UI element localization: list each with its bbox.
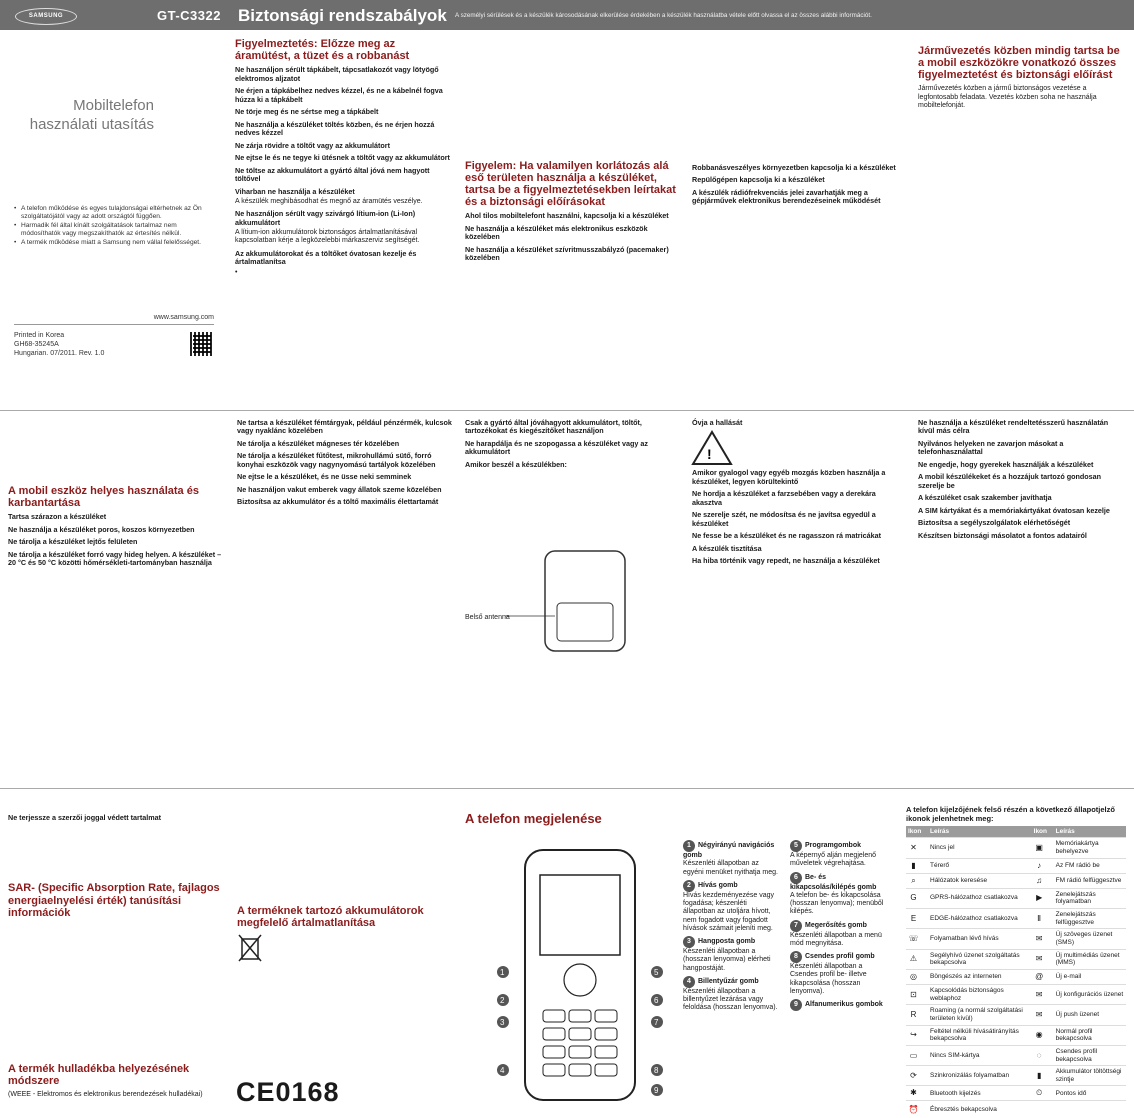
icon-desc: Az FM rádió be — [1054, 858, 1126, 873]
key-num: 9 — [790, 999, 802, 1011]
key-name: Csendes profil gomb — [805, 953, 875, 960]
icon-desc: Csendes profil bekapcsolva — [1054, 1045, 1126, 1065]
ce-mark: CE0168 — [236, 1077, 340, 1107]
heading: Ne hordja a készüléket a farzsebében vagy a derekára akasztva — [692, 489, 876, 507]
table-row — [906, 1005, 1126, 1025]
heading: A készülék tisztítása — [692, 543, 762, 553]
sar-title: SAR- (Specific Absorption Rate, fajlagos energiaelnyelési érték) tanúsítási információk — [8, 882, 220, 919]
key-name: Hangposta gomb — [698, 938, 756, 945]
paragraph: Járművezetés közben a jármű biztonságos vezetése a legfontosabb feladata. Vezetés közben soha ne használja mobiltelefonját. — [918, 85, 1097, 109]
paragraph: A készülék meghibásodhat és megnő az áramütés veszélye. — [235, 198, 423, 205]
callout-9: 9 — [654, 1086, 659, 1095]
icon-desc: Szinkronizálás folyamatban — [928, 1066, 1032, 1086]
key-num: 3 — [683, 936, 695, 948]
status-icon: ♫ — [1032, 873, 1054, 888]
heading: Ahol tilos mobiltelefont használni, kapcsolja ki a készüléket — [465, 211, 669, 221]
callout-2: 2 — [500, 996, 505, 1005]
heading: Ne tárolja a készüléket lejtős felületen — [8, 537, 138, 547]
icon-desc: GPRS-hálózathoz csatlakozva — [928, 888, 1032, 908]
status-icon: ✉ — [1032, 929, 1054, 949]
status-icon: ✕ — [906, 838, 928, 858]
icon-desc: Új e-mail — [1054, 969, 1126, 984]
key-name: Alfanumerikus gombok — [805, 1001, 883, 1008]
heading: Ne használjon sérült vagy szivárgó lítium-ion (Li-Ion) akkumulátort — [235, 209, 416, 227]
icons-section — [906, 802, 1126, 1114]
disposal-title: A termék hulladékba helyezésének módszere — [8, 1062, 190, 1087]
divider — [0, 788, 1134, 789]
heading: Ne használja a készüléket szívritmusszabályzó (pacemaker) közelében — [465, 244, 669, 263]
key-item — [683, 840, 778, 877]
key-item — [790, 999, 890, 1011]
spacer — [237, 810, 452, 905]
status-icon: ⚠ — [906, 949, 928, 969]
cover-bullets — [14, 205, 214, 250]
heading: Ne tartsa a készüléket fémtárgyak, például pénzérmék, kulcsok vagy nyaklánc közelében — [237, 418, 452, 436]
cover-panel — [0, 30, 228, 408]
warning-section-3 — [692, 160, 907, 410]
icon-desc: Zenelejátszás felfüggesztve — [1054, 908, 1126, 928]
spacer — [8, 824, 223, 882]
key-desc: A telefon be- és kikapcsolása (hosszan lenyomva); menüből kilépés. — [790, 891, 884, 916]
status-icon: ⌕ — [906, 873, 928, 888]
status-icon: ▮ — [906, 858, 928, 873]
status-icon: ✉ — [1032, 1005, 1054, 1025]
header-band — [0, 0, 1134, 30]
cover-bullet: • Harmadik fél által kínált szolgáltatások tartalmaz nem módosíthatók vagy megszakíthatók az értesítés nélkül. — [14, 222, 214, 238]
status-icon: ◉ — [1032, 1025, 1054, 1045]
bottom-col-2 — [237, 810, 452, 1070]
heading: Ha hiba történik vagy repedt, ne használja a készüléket — [692, 556, 880, 566]
status-icon: ▭ — [906, 1045, 928, 1065]
status-icon: G — [906, 888, 928, 908]
qr-code-icon — [190, 332, 214, 356]
icon-desc: Segélyhívó üzenet szolgáltatás bekapcsolva — [928, 949, 1032, 969]
heading: Biztosítsa az akkumulátor és a töltő maximális élettartamát — [237, 497, 439, 507]
mid-col-1 — [8, 485, 223, 785]
heading: Ne harapdálja és ne szopogassa a készüléket vagy az akkumulátort — [465, 438, 648, 457]
heading: Ne használja a készüléket töltés közben, és ne érjen hozzá nedves kézzel — [235, 119, 435, 138]
status-icon: ☏ — [906, 929, 928, 949]
status-icon: ✉ — [1032, 984, 1054, 1004]
cover-title-2: használati utasítás — [29, 116, 154, 133]
callout-4: 4 — [500, 1066, 505, 1075]
col-icon: Ikon — [906, 826, 928, 838]
key-desc: Készenléti állapotban a menü mód megnyitása. — [790, 931, 882, 947]
status-icon: E — [906, 908, 928, 928]
icon-desc: EDGE-hálózathoz csatlakozva — [928, 908, 1032, 928]
key-num: 6 — [790, 872, 802, 884]
doc-language: Hungarian. 07/2011. Rev. 1.0 — [14, 350, 105, 358]
key-name: Megerősítés gomb — [805, 921, 867, 929]
status-icon: ⏰ — [906, 1101, 928, 1118]
callout-6: 6 — [654, 996, 659, 1005]
paragraph: (WEEE - Elektromos és elektronikus berendezések hulladékai) — [8, 1090, 203, 1098]
table-row — [906, 1066, 1126, 1086]
key-item — [790, 872, 890, 917]
callout-5: 5 — [654, 968, 659, 977]
heading: Ne törje meg és ne sértse meg a tápkábelt — [235, 107, 379, 117]
battery-title: A terméknek tartozó akkumulátorok megfelelő ártalmatlanítása — [237, 905, 424, 930]
cover-title-1: Mobiltelefon — [73, 97, 154, 114]
callout-8: 8 — [654, 1066, 659, 1075]
antenna-label: Belső antenna — [465, 614, 510, 622]
heading: Amikor beszél a készülékben: — [465, 459, 567, 469]
key-num: 8 — [790, 951, 802, 963]
doc-code: GH68-35245A — [14, 341, 59, 349]
table-row — [906, 873, 1126, 888]
key-list-a — [683, 840, 778, 1016]
key-num: 4 — [683, 976, 695, 988]
key-desc: Készenléti állapotban az egyéni menüket nyithatja meg. — [683, 860, 778, 876]
heading: Készítsen biztonsági másolatot a fontos adatairól — [918, 530, 1087, 540]
bullet-list — [235, 269, 450, 277]
heading: Biztosítsa a segélyszolgálatok elérhetőségét — [918, 518, 1071, 528]
mid-col-4 — [692, 415, 907, 785]
table-row — [906, 1101, 1126, 1118]
heading: Ne tárolja a készüléket fűtőtest, mikrohullámú sütő, forró konyhai eszközök vagy nagynyomású tartályok közelében — [237, 451, 436, 469]
driving-section — [918, 45, 1123, 410]
status-icon: ⏲ — [1032, 1086, 1054, 1101]
key-name: Négyirányú navigációs gomb — [683, 842, 775, 859]
icon-desc: Bluetooth kijelzés — [928, 1086, 1032, 1101]
model-number: GT-C3322 — [157, 8, 221, 23]
key-item — [790, 951, 890, 996]
page-title: Biztonsági rendszabályok — [238, 6, 447, 25]
col-icon: Ikon — [1032, 826, 1054, 838]
key-item — [683, 880, 778, 933]
nav-key — [564, 964, 596, 996]
divider — [0, 410, 1134, 411]
icon-desc: Új konfigurációs üzenet — [1054, 984, 1126, 1004]
heading: Ne tárolja a készüléket forró vagy hideg helyen. A készüléket –20 °C és 50 °C közötti hőmérsékleti-tartományban használja — [8, 549, 222, 568]
icon-desc: Térerő — [928, 858, 1032, 873]
section-title: Figyelem: Ha valamilyen korlátozás alá eső területen használja a készüléket, tartsa be a figyelmeztetésekben leírtakat és a biztonsági előírásokat — [465, 160, 676, 209]
callout-3: 3 — [500, 1018, 505, 1027]
status-icon: ▮ — [1032, 1066, 1054, 1086]
status-icon: R — [906, 1005, 928, 1025]
section-title: Járművezetés közben mindig tartsa be a mobil eszközökre vonatkozó összes figyelmeztetést és biztonsági előírást — [918, 45, 1120, 82]
status-icon: ⟳ — [906, 1066, 928, 1086]
cover-bullet: • A termék működése miatt a Samsung nem vállal felelősséget. — [14, 239, 214, 247]
heading: A mobil készülékeket és a hozzájuk tartozó gondosan szerelje be — [918, 472, 1102, 490]
table-row — [906, 929, 1126, 949]
icon-desc: Hálózatok keresése — [928, 873, 1032, 888]
mid-col-3 — [465, 415, 680, 785]
table-row — [906, 908, 1126, 928]
key-desc: Hívás kezdeményezése vagy fogadása; készenléti állapotban az utoljára hívott, nem fogadott vagy fogadott hívások számait jeleníti meg. — [683, 891, 775, 932]
status-icon: ⊡ — [906, 984, 928, 1004]
section-title: Figyelmeztetés: Előzze meg az áramütést, a tüzet és a robbanást — [235, 38, 410, 63]
key-name: Be- és kikapcsolás/kilépés gomb — [790, 873, 877, 891]
status-icon: ▶ — [1032, 888, 1054, 908]
heading: Ne ejtse le és ne tegye ki ütésnek a töltőt vagy az akkumulátort — [235, 153, 450, 163]
table-row — [906, 1025, 1126, 1045]
key-desc: A képernyő alján megjelenő műveletek végrehajtása. — [790, 852, 877, 868]
heading: Ne használjon sérült tápkábelt, tápcsatlakozót vagy lötyögő elektromos aljzatot — [235, 65, 439, 83]
antenna-area — [557, 603, 613, 641]
hearing-warning-icon — [692, 431, 732, 465]
key-item — [790, 920, 890, 949]
col-desc: Leírás — [1054, 826, 1126, 838]
heading: Ne zárja rövidre a töltőt vagy az akkumulátort — [235, 140, 390, 150]
phone-title: A telefon megjelenése — [465, 811, 602, 826]
icon-desc: FM rádió felfüggesztve — [1054, 873, 1126, 888]
svg-text:!: ! — [707, 446, 712, 463]
heading: Óvja a hallását — [692, 418, 743, 427]
phone-screen — [540, 875, 620, 955]
status-icon: Ⅱ — [1032, 908, 1054, 928]
heading: Ne töltse az akkumulátort a gyártó által jóvá nem hagyott töltővel — [235, 165, 430, 184]
phone-body — [525, 850, 635, 1100]
section-title: A mobil eszköz helyes használata és karbantartása — [8, 485, 199, 510]
status-icon — [1032, 1101, 1054, 1118]
heading: Robbanásveszélyes környezetben kapcsolja ki a készüléket — [692, 163, 896, 172]
phone-drawing — [485, 840, 685, 1110]
heading: Ne használja a készüléket más elektronikus eszközök közelében — [465, 223, 648, 242]
heading: Az akkumulátorokat és a töltőket óvatosan kezelje és ártalmatlanítsa — [235, 248, 417, 267]
key-num: 7 — [790, 920, 802, 932]
callout-1: 1 — [500, 968, 505, 977]
heading: Ne fesse be a készüléket és ne ragasszon rá matricákat — [692, 531, 881, 541]
key-name: Hívás gomb — [698, 881, 738, 889]
spacer — [8, 923, 223, 1063]
icon-desc: Új multimédiás üzenet (MMS) — [1054, 949, 1126, 969]
key-num: 1 — [683, 840, 695, 852]
table-row — [906, 969, 1126, 984]
table-row — [906, 888, 1126, 908]
heading: Viharban ne használja a készüléket — [235, 186, 355, 196]
status-icon: ↪ — [906, 1025, 928, 1045]
antenna-diagram — [465, 541, 665, 671]
icon-desc: Roaming (a normál szolgáltatási területen kívül) — [928, 1005, 1032, 1025]
printed-in: Printed in Korea — [14, 332, 65, 339]
status-icon: ✉ — [1032, 949, 1054, 969]
status-icon: ♪ — [1032, 858, 1054, 873]
key-item — [683, 936, 778, 973]
key-name: Programgombok — [805, 842, 862, 849]
table-header — [906, 826, 1126, 838]
key-list-b — [790, 840, 890, 1011]
icon-desc: Nincs jel — [928, 838, 1032, 858]
icon-desc: Ébresztés bekapcsolva — [928, 1101, 1032, 1118]
warning-section-1 — [235, 38, 450, 410]
cover-bullet: • A telefon működése és egyes tulajdonságai eltérhetnek az Ön szolgáltatójától vagy az adott országtól függően. — [14, 205, 214, 221]
mid-col-5 — [918, 415, 1123, 785]
icon-desc: Böngészés az interneten — [928, 969, 1032, 984]
icon-desc: Zenelejátszás folyamatban — [1054, 888, 1126, 908]
bullet-filler — [235, 269, 450, 277]
status-icon: ✱ — [906, 1086, 928, 1101]
icon-desc: Feltétel nélküli hívásátirányítás bekapcsolva — [928, 1025, 1032, 1045]
key-item — [683, 976, 778, 1013]
icon-desc: Memóriakártya behelyezve — [1054, 838, 1126, 858]
icon-desc: Pontos idő — [1054, 1086, 1126, 1101]
heading: Ne tárolja a készüléket mágneses tér közelében — [237, 438, 400, 448]
icon-desc — [1054, 1101, 1126, 1118]
heading: Ne szerelje szét, ne módosítsa és ne javítsa egyedül a készüléket — [692, 510, 876, 528]
heading: Ne érjen a tápkábelhez nedves kézzel, és ne a kábelnél fogva húzza ki a tápkábelt — [235, 86, 443, 104]
phone-layout — [465, 810, 905, 1110]
col-desc: Leírás — [928, 826, 1032, 838]
icons-title: A telefon kijelzőjének felső részén a következő állapotjelző ikonok jelenhetnek meg: — [906, 805, 1115, 823]
heading: Ne engedje, hogy gyerekek használják a készüléket — [918, 459, 1094, 469]
key-desc: Készenléti állapotban a Csendes profil be- illetve kikapcsolása (hosszan lenyomva). — [790, 963, 867, 995]
icon-desc: Nincs SIM-kártya — [928, 1045, 1032, 1065]
key-num: 5 — [790, 840, 802, 852]
table-row — [906, 984, 1126, 1004]
brand-logo: SAMSUNG — [15, 8, 77, 25]
key-item — [790, 840, 890, 869]
heading: Repülőgépen kapcsolja ki a készüléket — [692, 175, 825, 185]
heading: Tartsa szárazon a készüléket — [8, 512, 107, 522]
icon-desc: Új szöveges üzenet (SMS) — [1054, 929, 1126, 949]
status-icon: ◌ — [1032, 1045, 1054, 1065]
key-desc: Készenléti állapotban a billentyűzet lezárása vagy feloldása (hosszan lenyomva). — [683, 987, 778, 1012]
icon-desc: Normál profil bekapcsolva — [1054, 1025, 1126, 1045]
heading: Ne ejtse le a készüléket, és ne üsse neki semminek — [237, 472, 412, 482]
heading: Ne terjessze a szerzői joggal védett tartalmat — [8, 813, 161, 822]
warning-section-2 — [465, 160, 680, 410]
heading: Ne használja a készüléket poros, koszos környezetben — [8, 524, 195, 534]
table-row — [906, 1045, 1126, 1065]
heading: Nyilvános helyeken ne zavarjon másokat a telefonhasználattal — [918, 438, 1064, 457]
table-row — [906, 1086, 1126, 1101]
icon-desc: Folyamatban lévő hívás — [928, 929, 1032, 949]
icon-desc: Új push üzenet — [1054, 1005, 1126, 1025]
table-row — [906, 838, 1126, 858]
mid-col-2 — [237, 415, 452, 785]
bottom-col-1 — [8, 810, 223, 1110]
table-row — [906, 858, 1126, 873]
key-name: Billentyűzár gomb — [698, 977, 759, 985]
header-subtitle: A személyi sérülések és a készülék károsodásának elkerülése érdekében a készülék használatba vétele előtt olvassa el az összes alábbi információt. — [455, 12, 872, 19]
cover-url[interactable]: www.samsung.com — [14, 314, 214, 325]
status-icon: @ — [1032, 969, 1054, 984]
heading: A készülék rádiófrekvenciás jelei zavarhatják meg a gépjárművek elektronikus berendezéseinek működését — [692, 187, 881, 206]
key-num: 2 — [683, 880, 695, 892]
heading: Amikor gyalogol vagy egyéb mozgás közben használja a készüléket, legyen körültekintő — [692, 468, 886, 486]
heading: A készüléket csak szakember javíthatja — [918, 493, 1052, 503]
paragraph: A lítium-ion akkumulátorok biztonságos ártalmatlanításával kapcsolatban kérje a legközelebbi márkaszerviz segítségét. — [235, 229, 420, 245]
key-desc: Készenléti állapotban a (hosszan lenyomva) elérheti hangpostáját. — [683, 948, 771, 972]
heading: A SIM kártyákat és a memóriakártyákat óvatosan kezelje — [918, 505, 1110, 515]
icon-rows — [906, 838, 1126, 1118]
table-row — [906, 949, 1126, 969]
cover-meta — [14, 331, 104, 358]
status-icon: ◎ — [906, 969, 928, 984]
icon-desc: Akkumulátor töltöttségi szintje — [1054, 1066, 1126, 1086]
status-icon: ▣ — [1032, 838, 1054, 858]
callout-7: 7 — [654, 1018, 659, 1027]
heading: Ne használja a készüléket rendeltetésszerű használatán kívül más célra — [918, 418, 1109, 436]
crossed-bin-icon — [237, 933, 263, 963]
icon-desc: Kapcsolódás biztonságos weblaphoz — [928, 984, 1032, 1004]
keypad — [543, 1010, 617, 1076]
heading: Ne használjon vakut emberek vagy állatok szeme közelében — [237, 484, 442, 494]
icons-table — [906, 826, 1126, 1118]
heading: Csak a gyártó által jóváhagyott akkumulátort, töltőt, tartozékokat és kiegészítőket használjon — [465, 418, 642, 436]
